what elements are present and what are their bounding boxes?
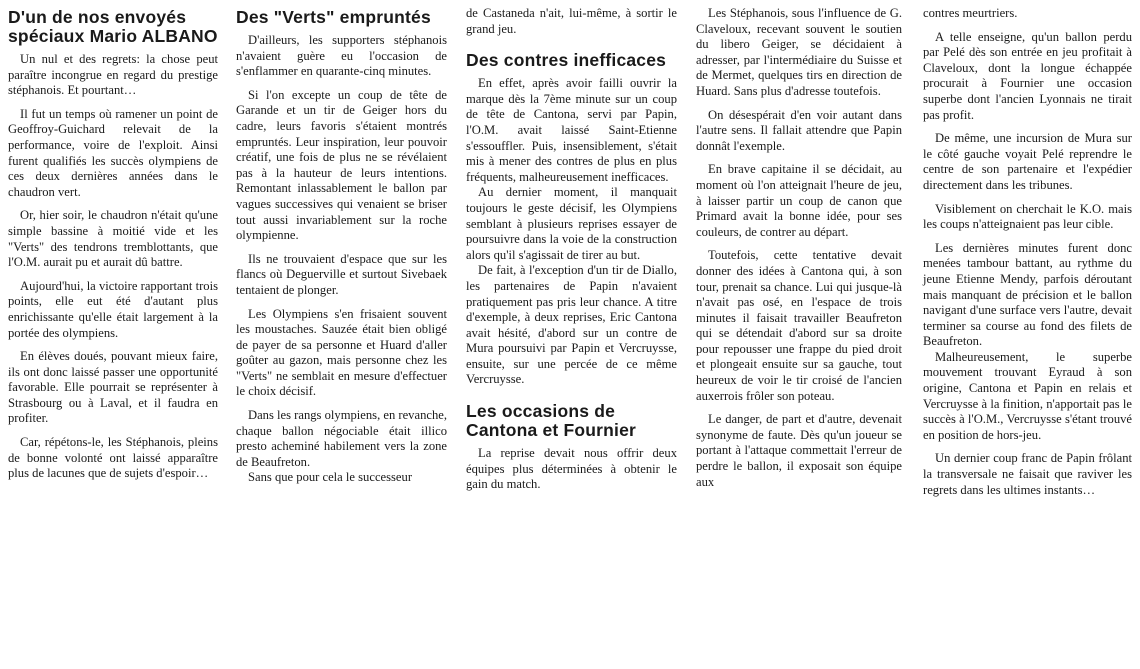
paragraph: Les Olympiens s'en frisaient souvent les moustaches. Sauzée était bien obligé de payer de sa personne et Huard d'aller goûter au gazon, mais personne chez les "Verts" ne semblait en mesure d'effectuer le choix décisif. [236,306,447,399]
paragraph: Ils ne trouvaient d'espace que sur les flancs où Deguerville et surtout Sivebaek tentaient de plonger. [236,251,447,297]
paragraph: En effet, après avoir failli ouvrir la marque dès la 7ème minute sur un coup de tête de Cantona, servi par Papin, l'O.M. avait laissé Saint-Etienne s'essouffler. Puis, insensiblement, s'était mis à mener des contres de plus en plus fréquents, malheureusement inefficaces. [466,76,677,184]
paragraph: Le danger, de part et d'autre, devenait synonyme de faute. Dès qu'un joueur se portant à l'attaque commettait l'erreur de perdre le ballon, il exposait son équipe aux [696,412,902,489]
paragraph: La reprise devait nous offrir deux équipes plus déterminées à obtenir le gain du match. [466,446,677,492]
paragraph: Au dernier moment, il manquait toujours le geste décisif, les Olympiens semblant à plusieurs reprises essayer de poursuivre dans la voie de la construction alors qu'il s'agissait de tirer au but. [466,185,677,262]
column-4 [696,6,902,498]
paragraph-continued: de Castaneda n'ait, lui-même, à sortir le grand jeu. [466,6,677,36]
paragraph: Dans les rangs olympiens, en revanche, chaque ballon négociable était illico presto acheminé habilement vers la zone de Beaufreton. [236,408,447,469]
paragraph: Aujourd'hui, la victoire rapportant trois points, elle eut été d'autant plus enrichissante qu'elle était largement à la portée des olympiens. [8,278,218,340]
paragraph: Car, répétons-le, les Stéphanois, pleins de bonne volonté ont laissé apparaître plus de lacunes que de sujets d'espoir… [8,435,218,481]
paragraph: Visiblement on cherchait le K.O. mais les coups n'atteignaient pas leur cible. [923,201,1132,232]
paragraph: Les dernières minutes furent donc menées tambour battant, au rythme du jeune Etienne Mendy, parfois déroutant mais manquant de précision et le ballon navigant d'une surface vers l'autre, devait terminer sa course au fond des filets de Beaufreton. [923,240,1132,349]
paragraph: De même, une incursion de Mura sur le côté gauche voyait Pelé reprendre le centre de son partenaire et l'expédier directement dans les tribunes. [923,131,1132,192]
paragraph: Les Stéphanois, sous l'influence de G. Claveloux, recevant souvent le soutien du libero Geiger, se décidaient à adresser, par l'intermédiaire du Suisse et de Mermet, quelques tirs en direction de Huard. Sans plus d'adresse toutefois. [696,6,902,98]
byline-heading: D'un de nos envoyés spéciaux Mario ALBANO [8,7,218,46]
paragraph: Toutefois, cette tentative devait donner des idées à Cantona qui, à son tour, prenait sa chance. Lui qui jusque-là n'avait pas osé, en l'espace de trois minutes il faisait travailler Beaufreton qui se détendait d'abord sur sa droite pour repousser une frappe du pied droit et plongeait ensuite sur sa gauche, tout heureux de voir le tir croisé de l'ancien auxerrois frôler son poteau. [696,248,902,403]
paragraph: En brave capitaine il se décidait, au moment où l'on atteignait l'heure de jeu, à laisser partir un coup de canon que Primard avait la bonne idée, pour ses couleurs, de contrer au départ. [696,162,902,239]
column-3 [466,6,677,501]
section-heading-verts: Des "Verts" empruntés [236,7,431,27]
section-heading-contres: Des contres inefficaces [466,50,667,71]
paragraph: Il fut un temps où ramener un point de Geoffroy-Guichard relevait de la performance, voire de l'exploit. Ainsi furent qualifiés les succès olympiens de ces deux dernières années dans le chaudron vert. [8,106,218,199]
paragraph: Un nul et des regrets: la chose peut paraître incongrue en regard du prestige stéphanois. Et pourtant… [8,52,218,98]
paragraph: Sans que pour cela le successeur [248,470,413,485]
paragraph: A telle enseigne, qu'un ballon perdu par Pelé dès son entrée en jeu profitait à Claveloux, dont la longue échappée procurait à Fournier une occasion superbe dont l'ancien Lyonnais ne tirait pas profit. [923,29,1132,122]
paragraph: Un dernier coup franc de Papin frôlant la transversale ne faisait que raviver les regrets dans les ultimes instants… [923,451,1132,497]
paragraph: En élèves doués, pouvant mieux faire, ils ont donc laissé passer une opportunité favorable. Elle pourrait se représenter à Strasbourg ou à Laval, et il faudra en profiter. [8,349,218,426]
column-1 [8,6,218,490]
paragraph: Malheureusement, le superbe mouvement trouvant Eyraud à son origine, Cantona et Papin en relais et Vercruysse à la finition, n'apportait pas le succès à l'O.M., Vercruysse s'étant trouvé en position de hors-jeu. [923,349,1132,442]
section-heading-occasions: Les occasions de Cantona et Fournier [466,401,637,441]
paragraph: On désespérait d'en voir autant dans l'autre sens. Il fallait attendre que Papin donnât l'exemple. [696,107,902,153]
paragraph: D'ailleurs, les supporters stéphanois n'avaient guère eu l'occasion de s'enflammer en quarante-cinq minutes. [236,33,447,79]
column-2 [236,6,447,494]
paragraph: De fait, à l'exception d'un tir de Diallo, les partenaires de Papin n'avaient pratiquement pas pris leur chance. A titre d'exemple, à deux reprises, Eric Cantona avait hésité, d'abord sur un contre de Mura poursuivi par Papin et Vercruysse, ensuite, sur une percée de ce même Vercruysse. [466,263,677,387]
column-5 [923,6,1132,506]
paragraph: Si l'on excepte un coup de tête de Garande et un tir de Geiger hors du cadre, leurs favoris s'étaient montrés empruntés. Leur inspiration, leur pouvoir créatif, une fois de plus ne se révélaient pas à la hauteur de leurs intentions. Remontant inlassablement le ballon par vagues successives qui venaient se briser tout aussi invariablement sur la roche olympienne. [236,87,447,243]
paragraph: Or, hier soir, le chaudron n'était qu'une simple bassine à moitié vide et les "Verts" des tendrons tremblottants, que l'O.M. aurait pu et aurait dû battre. [8,208,218,270]
paragraph-continued: contres meurtriers. [923,6,1018,20]
